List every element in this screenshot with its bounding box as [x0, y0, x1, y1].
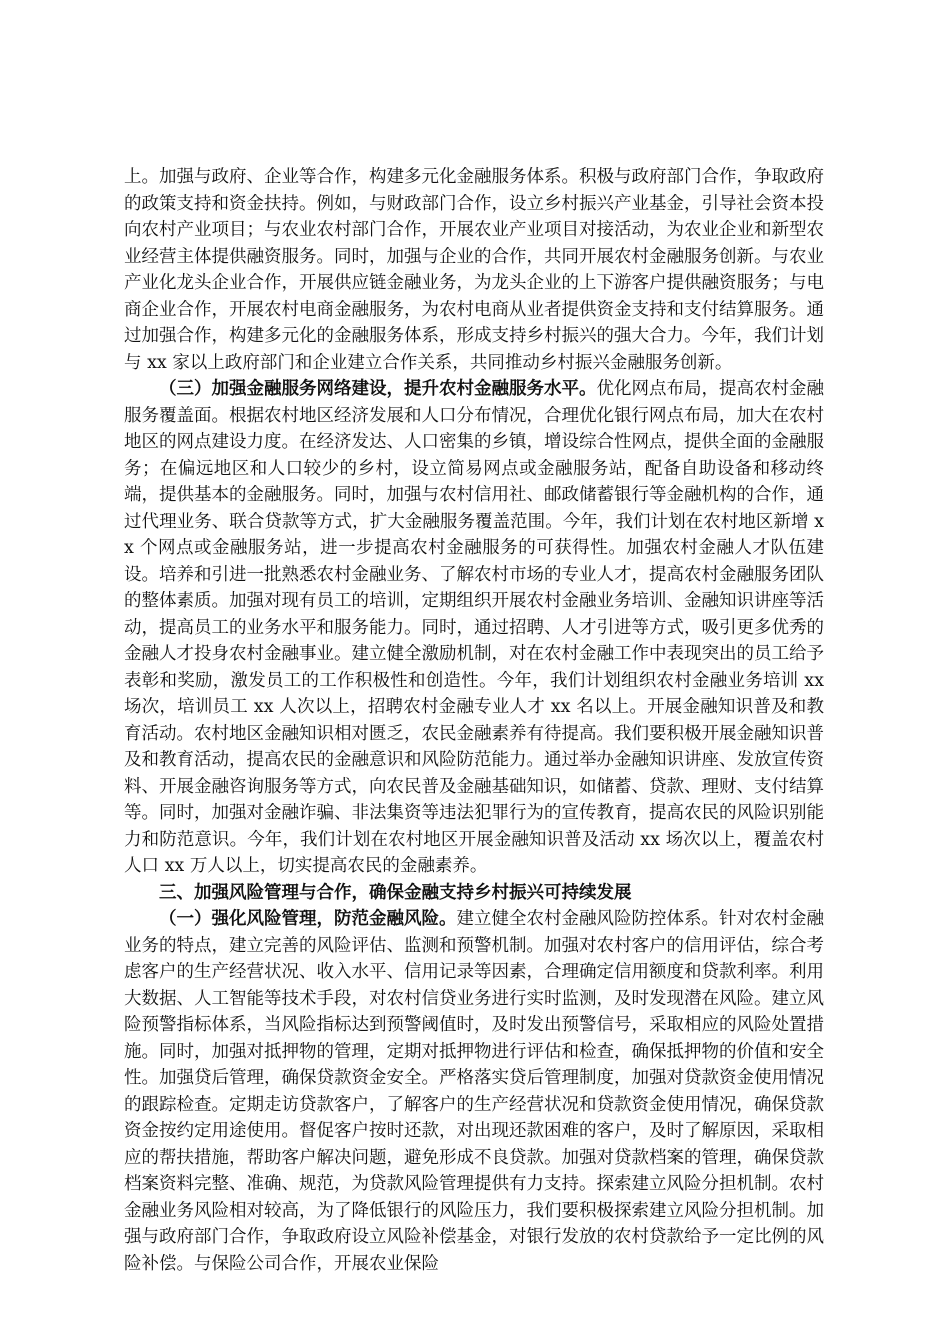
paragraph-cooperation-continued	[124, 164, 824, 376]
document-body	[124, 164, 824, 1277]
section-heading-risk-management	[124, 880, 824, 907]
paragraph-heading: （一）强化风险管理，防范金融风险。	[159, 909, 457, 929]
paragraph-text: 建立健全农村金融风险防控体系。针对农村金融业务的特点，建立完善的风险评估、监测和预警机制。加强对农村客户的信用评估，综合考虑客户的生产经营状况、收入水平、信用记录等因素，合理确定信用额度和贷款利率。利用大数据、人工智能等技术手段，对农村信贷业务进行实时监测，及时发现潜在风险。建立风险预警指标体系，当风险指标达到预警阈值时，及时发出预警信号，采取相应的风险处置措施。同时，加强对抵押物的管理，定期对抵押物进行评估和检查，确保抵押物的价值和安全性。加强贷后管理，确保贷款资金安全。严格落实贷后管理制度，加强对贷款资金使用情况的跟踪检查。定期走访贷款客户，了解客户的生产经营状况和贷款资金使用情况，确保贷款资金按约定用途使用。督促客户按时还款，对出现还款困难的客户，及时了解原因，采取相应的帮扶措施，帮助客户解决问题，避免形成不良贷款。加强对贷款档案的管理，确保贷款档案资料完整、准确、规范，为贷款风险管理提供有力支持。探索建立风险分担机制。农村金融业务风险相对较高，为了降低银行的风险压力，我们要积极探索建立风险分担机制。加强与政府部门合作，争取政府设立风险补偿基金，对银行发放的农村贷款给予一定比例的风险补偿。与保险公司合作，开展农业保险	[124, 909, 824, 1274]
paragraph-text: 优化网点布局，提高农村金融服务覆盖面。根据农村地区经济发展和人口分布情况，合理优化银行网点布局，加大在农村地区的网点建设力度。在经济发达、人口密集的乡镇，增设综合性网点，提供全面的金融服务；在偏远地区和人口较少的乡村，设立简易网点或金融服务站，配备自助设备和移动终端，提供基本的金融服务。同时，加强与农村信用社、邮政储蓄银行等金融机构的合作，通过代理业务、联合贷款等方式，扩大金融服务覆盖范围。今年，我们计划在农村地区新增 xx 个网点或金融服务站，进一步提高农村金融服务的可获得性。加强农村金融人才队伍建设。培养和引进一批熟悉农村金融业务、了解农村市场的专业人才，提高农村金融服务团队的整体素质。加强对现有员工的培训，定期组织开展农村金融业务培训、金融知识讲座等活动，提高员工的业务水平和服务能力。同时，通过招聘、人才引进等方式，吸引更多优秀的金融人才投身农村金融事业。建立健全激励机制，对在农村金融工作中表现突出的员工给予表彰和奖励，激发员工的工作积极性和创造性。今年，我们计划组织农村金融业务培训 xx 场次，培训员工 xx 人次以上，招聘农村金融专业人才 xx 名以上。开展金融知识普及和教育活动。农村地区金融知识相对匮乏，农民金融素养有待提高。我们要积极开展金融知识普及和教育活动，提高农民的金融意识和风险防范能力。通过举办金融知识讲座、发放宣传资料、开展金融咨询服务等方式，向农民普及金融基础知识，如储蓄、贷款、理财、支付结算等。同时，加强对金融诈骗、非法集资等违法犯罪行为的宣传教育，提高农民的风险识别能力和防范意识。今年，我们计划在农村地区开展金融知识普及活动 xx 场次以上，覆盖农村人口 xx 万人以上，切实提高农民的金融素养。	[124, 379, 824, 876]
paragraph-service-network	[124, 376, 824, 880]
section-heading: 三、加强风险管理与合作，确保金融支持乡村振兴可持续发展	[159, 882, 632, 903]
paragraph-text: 上。加强与政府、企业等合作，构建多元化金融服务体系。积极与政府部门合作，争取政府的政策支持和资金扶持。例如，与财政部门合作，设立乡村振兴产业基金，引导社会资本投向农村产业项目；与农业农村部门合作，开展农业产业项目对接活动，为农业企业和新型农业经营主体提供融资服务。同时，加强与企业的合作，共同开展农村金融服务创新。与农业产业化龙头企业合作，开展供应链金融业务，为龙头企业的上下游客户提供融资服务；与电商企业合作，开展农村电商金融服务，为农村电商从业者提供资金支持和支付结算服务。通过加强合作，构建多元化的金融服务体系，形成支持乡村振兴的强大合力。今年，我们计划与 xx 家以上政府部门和企业建立合作关系，共同推动乡村振兴金融服务创新。	[124, 167, 824, 373]
paragraph-risk-control	[124, 906, 824, 1277]
paragraph-heading: （三）加强金融服务网络建设，提升农村金融服务水平。	[159, 379, 597, 399]
